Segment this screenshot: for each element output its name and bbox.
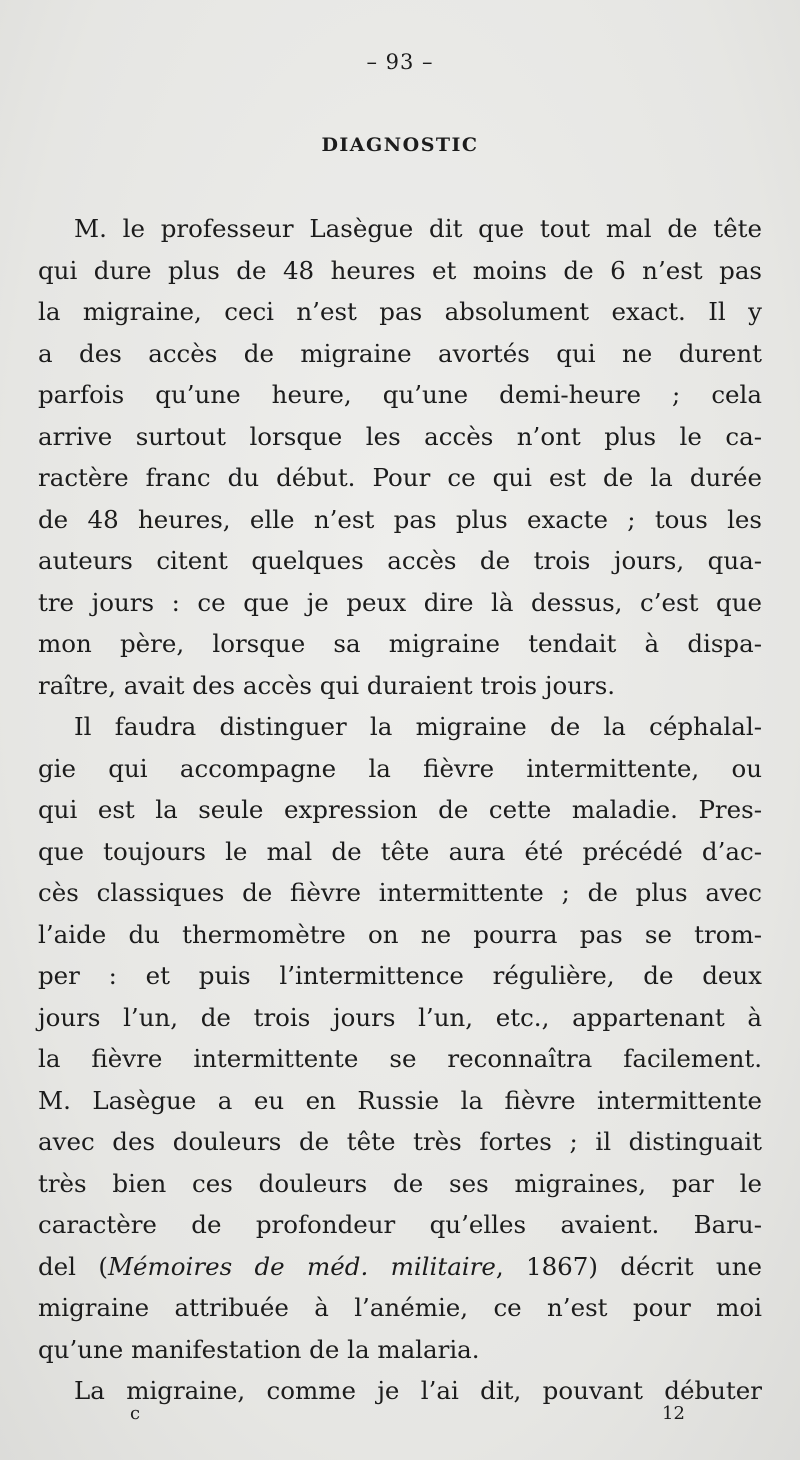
text-line: la migraine, ceci n’est pas absolument exact. Il y xyxy=(38,297,762,326)
text-line: cès classiques de fièvre intermittente ; de plus avec xyxy=(38,878,762,907)
text-line: gie qui accompagne la fièvre intermittente, ou xyxy=(38,753,762,783)
citation-line xyxy=(38,1246,762,1288)
text-line: La migraine, comme je l’ai dit, pouvant débuter xyxy=(74,1376,762,1405)
text-line: très bien ces douleurs de ses migraines, par le xyxy=(38,1168,762,1198)
citation-after: , 1867) décrit une xyxy=(495,1251,762,1281)
text-line: qui dure plus de 48 heures et moins de 6 n’est pas xyxy=(38,255,762,285)
text-line: tre jours : ce que je peux dire là dessus, c’est que xyxy=(38,587,762,617)
text-line: l’aide du thermomètre on ne pourra pas se trom- xyxy=(38,919,762,949)
text-line: de 48 heures, elle n’est pas plus exacte ; tous les xyxy=(38,504,762,534)
text-line: qu’une manifestation de la malaria. xyxy=(38,1334,480,1364)
text-line: la fièvre intermittente se reconnaîtra facilement. xyxy=(38,1044,762,1073)
text-line: migraine attribuée à l’anémie, ce n’est pour moi xyxy=(38,1293,762,1322)
text-line: a des accès de migraine avortés qui ne durent xyxy=(38,338,762,368)
text-line: mon père, lorsque sa migraine tendait à dispa- xyxy=(38,629,762,658)
text-line: raître, avait des accès qui duraient trois jours. xyxy=(38,670,616,700)
text-line: que toujours le mal de tête aura été précédé d’ac- xyxy=(38,836,762,866)
body-text xyxy=(38,208,762,1412)
page-number: – 93 – xyxy=(366,50,434,74)
text-line: arrive surtout lorsque les accès n’ont plus le ca- xyxy=(38,421,762,451)
text-line: avec des douleurs de tête très fortes ; il distinguait xyxy=(38,1127,762,1156)
sheet-number: 12 xyxy=(662,1403,685,1424)
text-line: caractère de profondeur qu’elles avaient. Baru- xyxy=(38,1210,762,1239)
text-line: M. le professeur Lasègue dit que tout mal de tête xyxy=(74,214,762,243)
text-line: jours l’un, de trois jours l’un, etc., appartenant à xyxy=(38,1002,762,1032)
text-line: parfois qu’une heure, qu’une demi-heure ; cela xyxy=(38,380,762,409)
citation-before: del ( xyxy=(38,1251,108,1281)
signature-mark: c xyxy=(130,1403,141,1424)
text-line: M. Lasègue a eu en Russie la fièvre intermittente xyxy=(38,1085,762,1115)
text-line: per : et puis l’intermittence régulière, de deux xyxy=(38,961,762,990)
text-line: ractère franc du début. Pour ce qui est de la durée xyxy=(38,463,762,492)
section-title: DIAGNOSTIC xyxy=(321,134,479,156)
text-line: Il faudra distinguer la migraine de la céphalal- xyxy=(74,712,762,741)
journal-title: Mémoires de méd. militaire xyxy=(107,1251,496,1281)
text-line: auteurs citent quelques accès de trois jours, qua- xyxy=(38,546,762,575)
text-line: qui est la seule expression de cette maladie. Pres- xyxy=(38,795,762,824)
